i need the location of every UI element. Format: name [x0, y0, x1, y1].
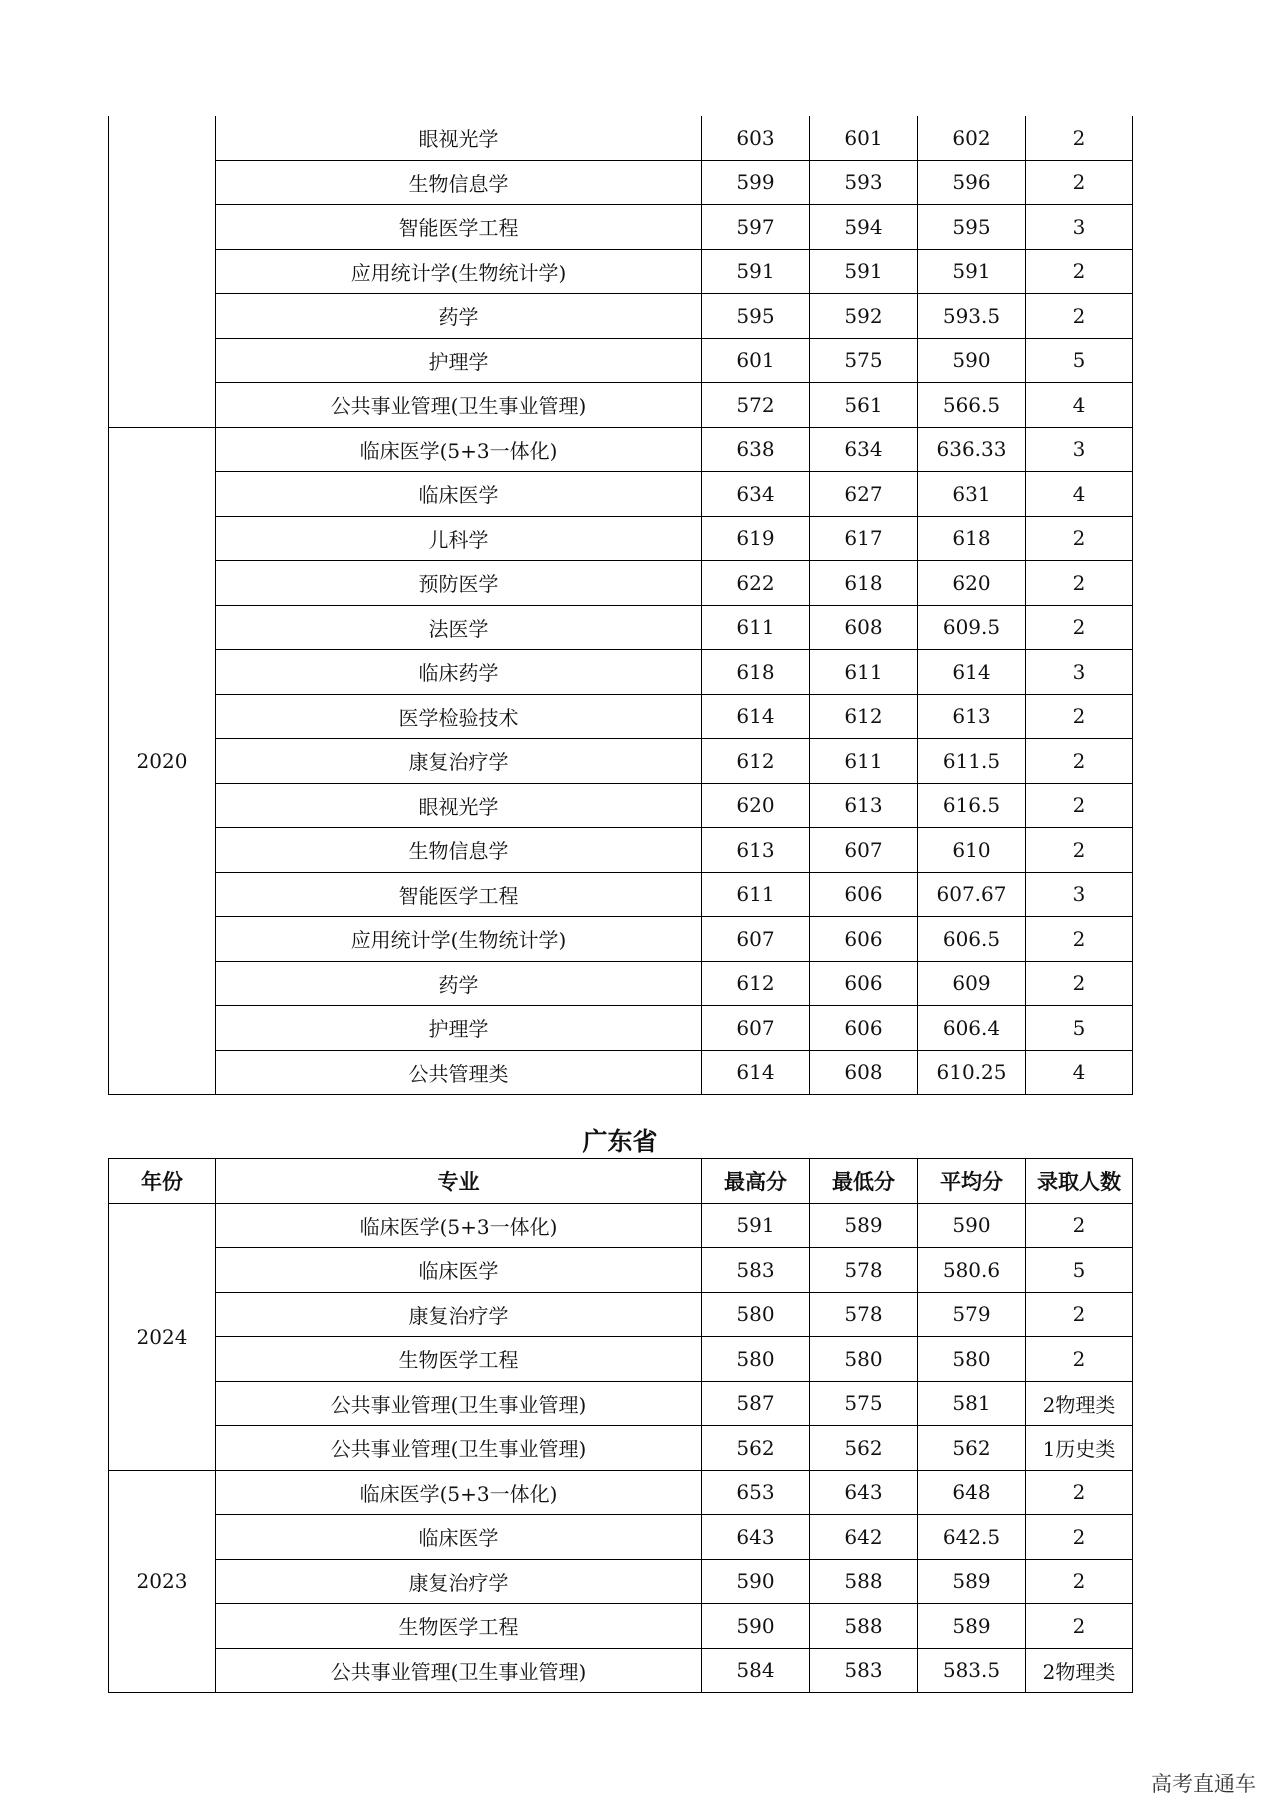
- avg-score-cell: 610: [918, 828, 1026, 873]
- major-cell: 临床医学(5+3一体化): [216, 1203, 702, 1248]
- min-score-cell: 611: [810, 650, 918, 695]
- table-row: [109, 1337, 1133, 1382]
- major-cell: 预防医学: [216, 561, 702, 606]
- table-row: [109, 472, 1133, 517]
- major-cell: 护理学: [216, 338, 702, 383]
- min-score-cell: 594: [810, 205, 918, 250]
- max-score-cell: 572: [702, 383, 810, 428]
- min-score-cell: 601: [810, 116, 918, 160]
- avg-score-cell: 580.6: [918, 1248, 1026, 1293]
- major-cell: 临床医学(5+3一体化): [216, 427, 702, 472]
- major-cell: 康复治疗学: [216, 739, 702, 784]
- table-row: [109, 1604, 1133, 1649]
- max-score-cell: 583: [702, 1248, 810, 1293]
- table-row: [109, 160, 1133, 205]
- max-score-cell: 601: [702, 338, 810, 383]
- count-cell: 2: [1026, 1559, 1133, 1604]
- table-row: [109, 1381, 1133, 1426]
- avg-score-cell: 609.5: [918, 605, 1026, 650]
- avg-score-cell: 610.25: [918, 1050, 1026, 1095]
- min-score-cell: 580: [810, 1337, 918, 1382]
- table-row: [109, 650, 1133, 695]
- max-score-cell: 587: [702, 1381, 810, 1426]
- min-score-cell: 578: [810, 1248, 918, 1293]
- min-score-cell: 583: [810, 1648, 918, 1693]
- min-score-cell: 617: [810, 516, 918, 561]
- table-row: [109, 1203, 1133, 1248]
- avg-score-cell: 606.5: [918, 917, 1026, 962]
- min-score-cell: 575: [810, 338, 918, 383]
- major-cell: 临床医学: [216, 1515, 702, 1560]
- avg-score-cell: 595: [918, 205, 1026, 250]
- avg-score-cell: 636.33: [918, 427, 1026, 472]
- min-score-cell: 588: [810, 1559, 918, 1604]
- avg-score-cell: 602: [918, 116, 1026, 160]
- table-row: [109, 828, 1133, 873]
- table-row: [109, 427, 1133, 472]
- max-score-cell: 603: [702, 116, 810, 160]
- watermark: 高考直通车: [1151, 1772, 1256, 1796]
- section-title-guangdong: 广东省: [582, 1127, 658, 1156]
- count-cell: 4: [1026, 1050, 1133, 1095]
- max-score-cell: 607: [702, 917, 810, 962]
- major-cell: 医学检验技术: [216, 694, 702, 739]
- table-row: [109, 694, 1133, 739]
- max-score-cell: 607: [702, 1006, 810, 1051]
- avg-score-cell: 614: [918, 650, 1026, 695]
- avg-score-cell: 596: [918, 160, 1026, 205]
- avg-score-cell: 566.5: [918, 383, 1026, 428]
- min-score-cell: 634: [810, 427, 918, 472]
- year-cell: 2024: [109, 1203, 216, 1470]
- min-score-cell: 593: [810, 160, 918, 205]
- min-score-cell: 561: [810, 383, 918, 428]
- avg-score-cell: 590: [918, 1203, 1026, 1248]
- major-cell: 临床医学: [216, 1248, 702, 1293]
- table-row: [109, 605, 1133, 650]
- avg-score-cell: 616.5: [918, 783, 1026, 828]
- avg-score-cell: 609: [918, 961, 1026, 1006]
- avg-score-cell: 618: [918, 516, 1026, 561]
- major-cell: 应用统计学(生物统计学): [216, 249, 702, 294]
- count-cell: 1历史类: [1026, 1426, 1133, 1471]
- table-row: [109, 1426, 1133, 1471]
- major-cell: 康复治疗学: [216, 1292, 702, 1337]
- max-score-cell: 613: [702, 828, 810, 873]
- major-cell: 智能医学工程: [216, 872, 702, 917]
- avg-score-cell: 583.5: [918, 1648, 1026, 1693]
- max-score-cell: 614: [702, 1050, 810, 1095]
- avg-score-cell: 590: [918, 338, 1026, 383]
- max-score-cell: 580: [702, 1337, 810, 1382]
- max-score-cell: 562: [702, 1426, 810, 1471]
- avg-score-cell: 648: [918, 1470, 1026, 1515]
- count-cell: 4: [1026, 472, 1133, 517]
- max-score-cell: 622: [702, 561, 810, 606]
- avg-score-cell: 631: [918, 472, 1026, 517]
- table-row: [109, 116, 1133, 160]
- count-cell: 3: [1026, 205, 1133, 250]
- max-score-cell: 584: [702, 1648, 810, 1693]
- max-score-cell: 653: [702, 1470, 810, 1515]
- max-score-cell: 611: [702, 605, 810, 650]
- max-score-cell: 597: [702, 205, 810, 250]
- year-cell: 2020: [109, 427, 216, 1095]
- scores-table-guangdong: [108, 1158, 1133, 1693]
- table-row: [109, 205, 1133, 250]
- header-count: 录取人数: [1026, 1159, 1133, 1204]
- max-score-cell: 618: [702, 650, 810, 695]
- avg-score-cell: 562: [918, 1426, 1026, 1471]
- year-cell: [109, 116, 216, 427]
- min-score-cell: 591: [810, 249, 918, 294]
- min-score-cell: 618: [810, 561, 918, 606]
- table-row: [109, 917, 1133, 962]
- major-cell: 公共事业管理(卫生事业管理): [216, 1426, 702, 1471]
- count-cell: 2: [1026, 739, 1133, 784]
- count-cell: 3: [1026, 427, 1133, 472]
- table-row: [109, 338, 1133, 383]
- table-row: [109, 1648, 1133, 1693]
- table-row: [109, 294, 1133, 339]
- major-cell: 生物信息学: [216, 828, 702, 873]
- count-cell: 2: [1026, 160, 1133, 205]
- count-cell: 2: [1026, 294, 1133, 339]
- avg-score-cell: 611.5: [918, 739, 1026, 784]
- avg-score-cell: 589: [918, 1559, 1026, 1604]
- count-cell: 2: [1026, 116, 1133, 160]
- max-score-cell: 612: [702, 739, 810, 784]
- table-row: [109, 1559, 1133, 1604]
- max-score-cell: 595: [702, 294, 810, 339]
- table-row: [109, 1006, 1133, 1051]
- max-score-cell: 599: [702, 160, 810, 205]
- table-row: [109, 383, 1133, 428]
- major-cell: 药学: [216, 294, 702, 339]
- table-row: [109, 1292, 1133, 1337]
- count-cell: 2: [1026, 249, 1133, 294]
- major-cell: 护理学: [216, 1006, 702, 1051]
- min-score-cell: 575: [810, 1381, 918, 1426]
- min-score-cell: 612: [810, 694, 918, 739]
- max-score-cell: 611: [702, 872, 810, 917]
- avg-score-cell: 606.4: [918, 1006, 1026, 1051]
- major-cell: 公共事业管理(卫生事业管理): [216, 1648, 702, 1693]
- min-score-cell: 588: [810, 1604, 918, 1649]
- header-max: 最高分: [702, 1159, 810, 1204]
- count-cell: 2: [1026, 961, 1133, 1006]
- table-row: [109, 1248, 1133, 1293]
- min-score-cell: 608: [810, 605, 918, 650]
- avg-score-cell: 593.5: [918, 294, 1026, 339]
- count-cell: 5: [1026, 338, 1133, 383]
- major-cell: 临床医学(5+3一体化): [216, 1470, 702, 1515]
- major-cell: 公共事业管理(卫生事业管理): [216, 1381, 702, 1426]
- min-score-cell: 606: [810, 872, 918, 917]
- count-cell: 2: [1026, 828, 1133, 873]
- table-row: [109, 739, 1133, 784]
- count-cell: 2: [1026, 1337, 1133, 1382]
- min-score-cell: 613: [810, 783, 918, 828]
- table-row: [109, 872, 1133, 917]
- avg-score-cell: 579: [918, 1292, 1026, 1337]
- major-cell: 生物医学工程: [216, 1604, 702, 1649]
- count-cell: 5: [1026, 1248, 1133, 1293]
- major-cell: 临床医学: [216, 472, 702, 517]
- major-cell: 药学: [216, 961, 702, 1006]
- min-score-cell: 642: [810, 1515, 918, 1560]
- table-row: [109, 1050, 1133, 1095]
- table-row: [109, 1470, 1133, 1515]
- major-cell: 公共管理类: [216, 1050, 702, 1095]
- max-score-cell: 591: [702, 249, 810, 294]
- major-cell: 法医学: [216, 605, 702, 650]
- count-cell: 2: [1026, 1604, 1133, 1649]
- max-score-cell: 590: [702, 1559, 810, 1604]
- major-cell: 应用统计学(生物统计学): [216, 917, 702, 962]
- table-row: [109, 561, 1133, 606]
- table-row: [109, 1515, 1133, 1560]
- major-cell: 康复治疗学: [216, 1559, 702, 1604]
- min-score-cell: 592: [810, 294, 918, 339]
- min-score-cell: 606: [810, 917, 918, 962]
- count-cell: 2: [1026, 1515, 1133, 1560]
- min-score-cell: 606: [810, 961, 918, 1006]
- max-score-cell: 612: [702, 961, 810, 1006]
- count-cell: 2: [1026, 605, 1133, 650]
- max-score-cell: 638: [702, 427, 810, 472]
- count-cell: 2物理类: [1026, 1648, 1133, 1693]
- major-cell: 公共事业管理(卫生事业管理): [216, 383, 702, 428]
- min-score-cell: 578: [810, 1292, 918, 1337]
- max-score-cell: 614: [702, 694, 810, 739]
- count-cell: 2: [1026, 561, 1133, 606]
- avg-score-cell: 580: [918, 1337, 1026, 1382]
- count-cell: 3: [1026, 872, 1133, 917]
- min-score-cell: 627: [810, 472, 918, 517]
- avg-score-cell: 591: [918, 249, 1026, 294]
- max-score-cell: 619: [702, 516, 810, 561]
- count-cell: 4: [1026, 383, 1133, 428]
- avg-score-cell: 613: [918, 694, 1026, 739]
- header-avg: 平均分: [918, 1159, 1026, 1204]
- max-score-cell: 643: [702, 1515, 810, 1560]
- major-cell: 生物医学工程: [216, 1337, 702, 1382]
- min-score-cell: 589: [810, 1203, 918, 1248]
- header-major: 专业: [216, 1159, 702, 1204]
- avg-score-cell: 581: [918, 1381, 1026, 1426]
- major-cell: 生物信息学: [216, 160, 702, 205]
- avg-score-cell: 620: [918, 561, 1026, 606]
- header-year: 年份: [109, 1159, 216, 1204]
- scores-table-continued: [108, 116, 1133, 1095]
- table-row: [109, 783, 1133, 828]
- count-cell: 3: [1026, 650, 1133, 695]
- table-row: [109, 961, 1133, 1006]
- header-row: [109, 1159, 1133, 1204]
- count-cell: 2: [1026, 694, 1133, 739]
- max-score-cell: 591: [702, 1203, 810, 1248]
- table-row: [109, 249, 1133, 294]
- major-cell: 儿科学: [216, 516, 702, 561]
- min-score-cell: 608: [810, 1050, 918, 1095]
- header-min: 最低分: [810, 1159, 918, 1204]
- count-cell: 2: [1026, 783, 1133, 828]
- max-score-cell: 620: [702, 783, 810, 828]
- max-score-cell: 580: [702, 1292, 810, 1337]
- max-score-cell: 590: [702, 1604, 810, 1649]
- major-cell: 眼视光学: [216, 783, 702, 828]
- min-score-cell: 611: [810, 739, 918, 784]
- min-score-cell: 607: [810, 828, 918, 873]
- avg-score-cell: 589: [918, 1604, 1026, 1649]
- table-row: [109, 516, 1133, 561]
- max-score-cell: 634: [702, 472, 810, 517]
- major-cell: 眼视光学: [216, 116, 702, 160]
- year-cell: 2023: [109, 1470, 216, 1693]
- min-score-cell: 562: [810, 1426, 918, 1471]
- count-cell: 2: [1026, 1292, 1133, 1337]
- count-cell: 2: [1026, 917, 1133, 962]
- avg-score-cell: 642.5: [918, 1515, 1026, 1560]
- min-score-cell: 643: [810, 1470, 918, 1515]
- min-score-cell: 606: [810, 1006, 918, 1051]
- count-cell: 2: [1026, 516, 1133, 561]
- count-cell: 2: [1026, 1470, 1133, 1515]
- count-cell: 5: [1026, 1006, 1133, 1051]
- count-cell: 2物理类: [1026, 1381, 1133, 1426]
- major-cell: 临床药学: [216, 650, 702, 695]
- avg-score-cell: 607.67: [918, 872, 1026, 917]
- major-cell: 智能医学工程: [216, 205, 702, 250]
- count-cell: 2: [1026, 1203, 1133, 1248]
